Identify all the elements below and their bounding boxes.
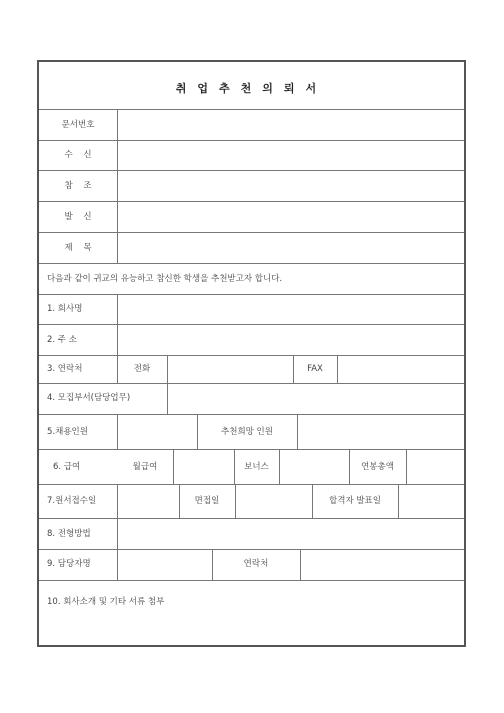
doc-number-label: 문서번호	[61, 120, 95, 130]
divider	[39, 580, 464, 581]
selection-method-label: 8. 전형방법	[47, 529, 91, 539]
interview-date-label: 면접일	[194, 496, 220, 506]
bonus-label: 보너스	[244, 462, 269, 472]
attachments-label: 10. 회사소개 및 기타 서류 첨부	[47, 597, 165, 607]
divider	[39, 518, 464, 519]
divider	[300, 549, 301, 580]
company-name-label: 1. 회사명	[47, 304, 83, 314]
department-label: 4. 모집부서(담당업무)	[47, 393, 131, 403]
divider	[167, 383, 168, 414]
divider	[39, 324, 464, 325]
reference-label: 참 조	[64, 181, 92, 191]
divider	[279, 449, 280, 484]
hire-count-label: 5.채용인원	[47, 427, 88, 437]
application-date-label: 7.원서접수일	[47, 496, 97, 506]
divider	[39, 294, 464, 295]
annual-salary-label: 연봉총액	[361, 462, 394, 472]
divider	[117, 109, 118, 263]
divider	[173, 449, 174, 484]
manager-contact-label: 연락처	[243, 559, 269, 569]
form-title: 취업추천의뢰서	[175, 82, 328, 95]
divider	[39, 232, 464, 233]
monthly-salary-label: 월급여	[132, 462, 158, 472]
divider	[39, 263, 464, 264]
divider	[297, 414, 298, 449]
salary-label: 6. 급여	[53, 462, 81, 472]
referral-form	[37, 60, 466, 647]
divider	[39, 109, 464, 110]
recommend-count-label: 추천희망 인원	[221, 427, 273, 437]
divider	[39, 201, 464, 202]
contact-label: 3. 연락처	[47, 364, 83, 374]
manager-name-label: 9. 담당자명	[47, 559, 91, 569]
subject-label: 제 목	[64, 243, 92, 253]
divider	[39, 355, 464, 356]
divider	[398, 484, 399, 518]
divider	[406, 449, 407, 484]
divider	[39, 170, 464, 171]
divider	[39, 383, 464, 384]
divider	[117, 518, 118, 549]
divider	[39, 549, 464, 550]
divider	[235, 484, 236, 518]
divider	[39, 414, 464, 415]
fax-label: FAX	[307, 364, 323, 374]
divider	[117, 484, 118, 518]
sender-label: 발 신	[64, 212, 92, 222]
intro-text: 다음과 같이 귀교의 유능하고 참신한 학생을 추천받고자 합니다.	[47, 274, 283, 284]
recipient-label: 수 신	[64, 150, 92, 160]
divider	[117, 414, 118, 449]
divider	[337, 355, 338, 383]
address-label: 2. 주 소	[47, 335, 77, 345]
divider	[167, 355, 168, 383]
divider	[117, 549, 118, 580]
announcement-date-label: 합격자 발표일	[329, 496, 381, 506]
phone-label: 전화	[133, 364, 151, 374]
divider	[39, 449, 464, 450]
divider	[39, 484, 464, 485]
divider	[39, 140, 464, 141]
